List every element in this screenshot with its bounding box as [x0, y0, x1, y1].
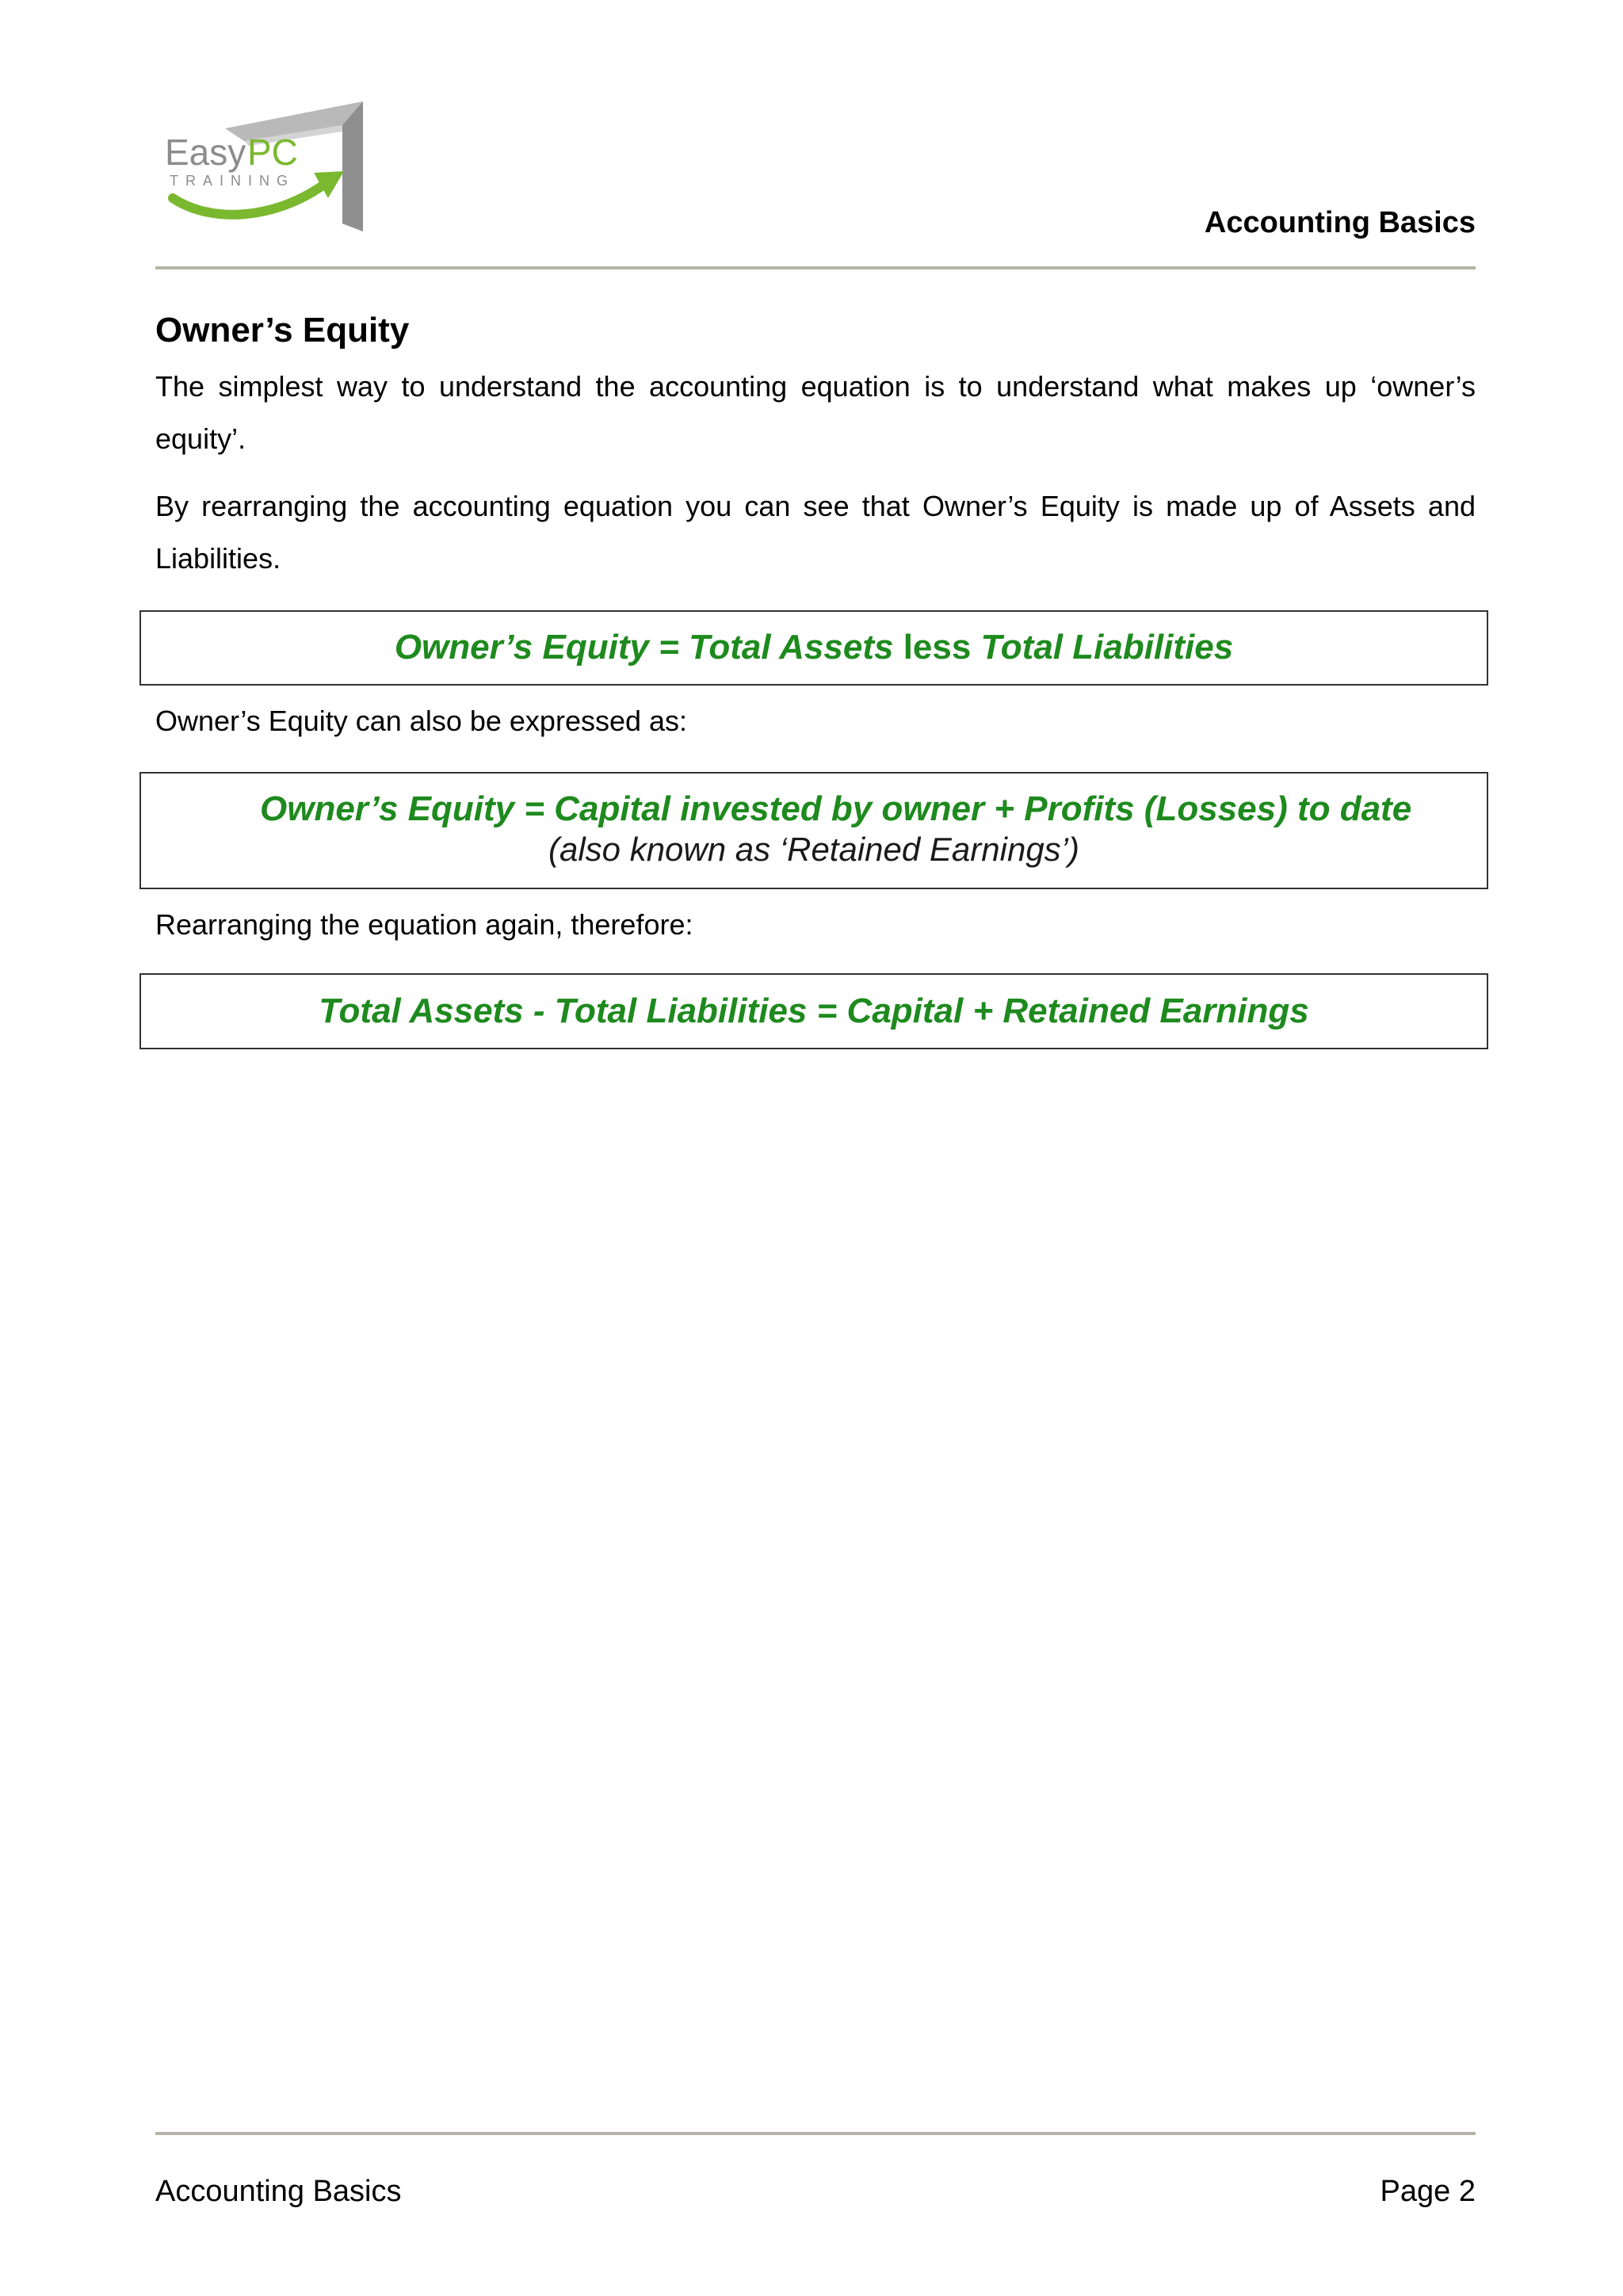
- logo-word-pc: PC: [247, 132, 298, 173]
- equation-2: Owner’s Equity = Capital invested by owner + Profits (Losses) to date: [260, 789, 1412, 828]
- paragraph-rearranging: By rearranging the accounting equation you can see that Owner’s Equity is made up of Assets and Liabilities.: [155, 490, 1476, 575]
- logo-graphic: [155, 97, 379, 236]
- equation-box-1: [139, 610, 1488, 686]
- logo-word-easy: Easy: [165, 132, 246, 173]
- paragraph-rearranging-again: Rearranging the equation again, therefore:: [155, 908, 693, 941]
- easypc-training-logo: [155, 97, 379, 236]
- page-number: Page 2: [1380, 2175, 1476, 2208]
- equation-1-part2: Total Liabilities: [971, 628, 1234, 667]
- footer-title: Accounting Basics: [155, 2175, 402, 2208]
- paragraph-also-expressed: Owner’s Equity can also be expressed as:: [155, 705, 688, 737]
- footer-divider: [155, 2132, 1476, 2135]
- header-divider: [155, 266, 1476, 269]
- equation-1: [141, 628, 1487, 667]
- equation-3: Total Assets - Total Liabilities = Capital + Retained Earnings: [319, 991, 1309, 1030]
- equation-1-less: less: [903, 628, 972, 667]
- equation-box-2: [139, 772, 1488, 889]
- logo-tagline: TRAINING: [170, 173, 296, 189]
- equation-box-3: [139, 973, 1488, 1049]
- section-heading: Owner’s Equity: [155, 311, 410, 350]
- header-title: Accounting Basics: [1204, 206, 1476, 239]
- equation-2-note: (also known as ‘Retained Earnings’): [548, 831, 1079, 868]
- paragraph-intro: The simplest way to understand the accounting equation is to understand what makes up ‘owner’s equity’.: [155, 370, 1476, 455]
- equation-1-part1: Owner’s Equity = Total Assets: [394, 628, 903, 667]
